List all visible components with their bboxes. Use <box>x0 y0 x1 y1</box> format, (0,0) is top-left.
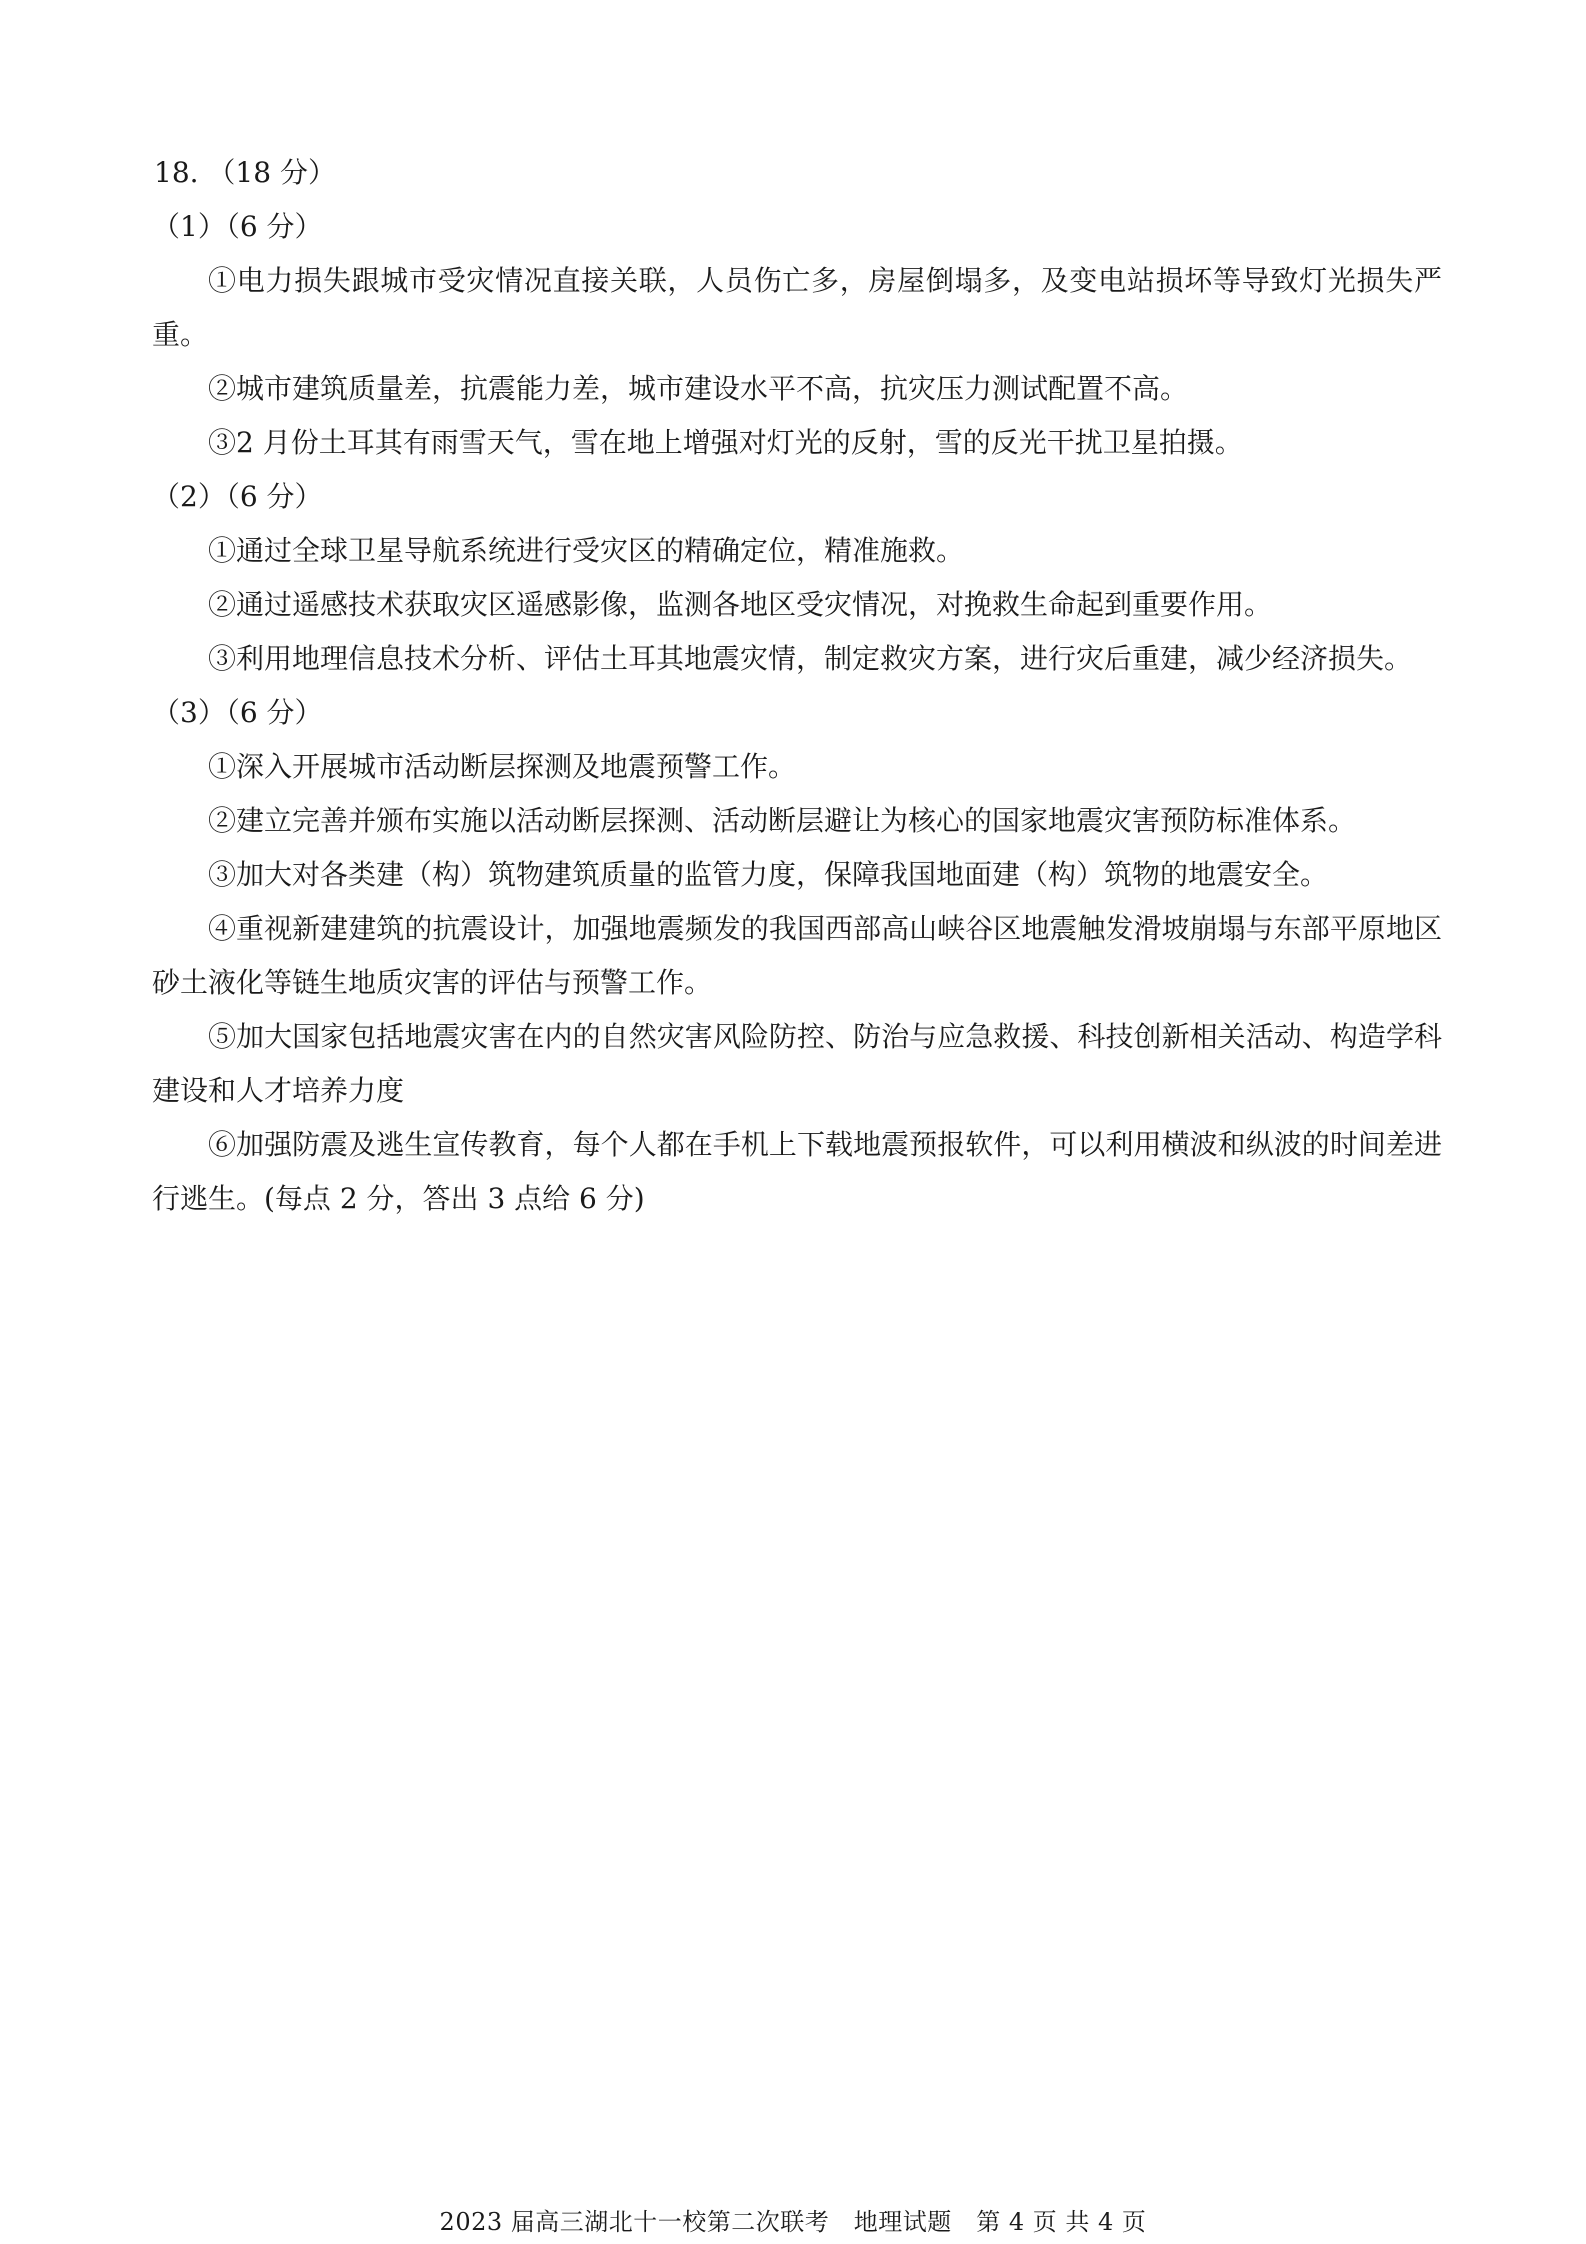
part-3-item-6: ⑥加强防震及逃生宣传教育，每个人都在手机上下载地震预报软件，可以利用横波和纵波的时间差进行逃生。(每点 2 分，答出 3 点给 6 分) <box>152 1128 1442 1215</box>
part-3-item-1: ①深入开展城市活动断层探测及地震预警工作。 <box>208 750 797 783</box>
part-3-item-2: ②建立完善并颁布实施以活动断层探测、活动断层避让为核心的国家地震灾害预防标准体系。 <box>208 804 1357 837</box>
part-1-item-2: ②城市建筑质量差，抗震能力差，城市建设水平不高，抗灾压力测试配置不高。 <box>208 372 1189 405</box>
part-1-item-1: ①电力损失跟城市受灾情况直接关联，人员伤亡多，房屋倒塌多，及变电站损坏等导致灯光损失严重。 <box>152 264 1442 351</box>
part-3-title: （3）（6 分） <box>152 696 323 729</box>
part-3-item-3: ③加大对各类建（构）筑物建筑质量的监管力度，保障我国地面建（构）筑物的地震安全。 <box>208 858 1329 891</box>
part-2-item-2: ②通过遥感技术获取灾区遥感影像，监测各地区受灾情况，对挽救生命起到重要作用。 <box>208 588 1273 621</box>
part-2-title: （2）（6 分） <box>152 480 323 513</box>
answer-content <box>152 146 1442 1226</box>
part-2-item-1: ①通过全球卫星导航系统进行受灾区的精确定位，精准施救。 <box>208 534 965 567</box>
part-1-title: （1）（6 分） <box>152 210 323 243</box>
part-3-item-5: ⑤加大国家包括地震灾害在内的自然灾害风险防控、防治与应急救援、科技创新相关活动、构造学科建设和人才培养力度 <box>152 1020 1442 1107</box>
part-3-item-4: ④重视新建建筑的抗震设计，加强地震频发的我国西部高山峡谷区地震触发滑坡崩塌与东部平原地区砂土液化等链生地质灾害的评估与预警工作。 <box>152 912 1442 999</box>
page-footer: 2023 届高三湖北十一校第二次联考 地理试题 第 4 页 共 4 页 <box>439 2208 1147 2236</box>
question-title: 18. （18 分） <box>154 156 336 189</box>
part-2-item-3: ③利用地理信息技术分析、评估土耳其地震灾情，制定救灾方案，进行灾后重建，减少经济损失。 <box>208 642 1413 675</box>
part-1-item-3: ③2 月份土耳其有雨雪天气，雪在地上增强对灯光的反射，雪的反光干扰卫星拍摄。 <box>208 426 1243 459</box>
